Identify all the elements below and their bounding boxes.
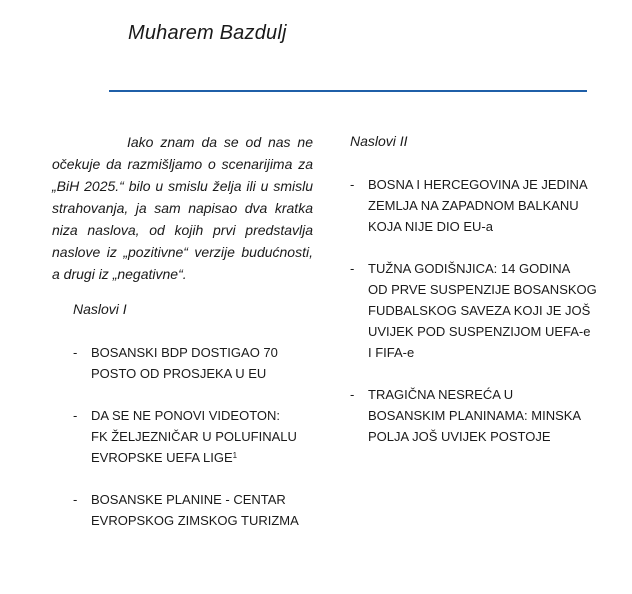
section-title-naslovi-1: Naslovi I — [73, 301, 127, 317]
headline-line: UVIJEK POD SUSPENZIJOM UEFA-e — [368, 324, 591, 339]
headline-line: BOSANSKIM PLANINAMA: MINSKA — [368, 408, 582, 423]
list-item — [350, 258, 600, 363]
list-dash: - — [350, 177, 355, 192]
list-dash: - — [73, 408, 78, 423]
headline-line: POLJA JOŠ UVIJEK POSTOJE — [368, 429, 551, 444]
headline-line: KOJA NIJE DIO EU-a — [368, 219, 493, 234]
headline-line: FK ŽELJEZNIČAR U POLUFINALU — [91, 429, 297, 444]
list-dash: - — [350, 387, 355, 402]
headline-line: BOSNA I HERCEGOVINA JE JEDINA — [368, 177, 588, 192]
list-dash: - — [73, 345, 78, 360]
list-dash: - — [350, 261, 355, 276]
headline-line: I FIFA-e — [368, 345, 415, 360]
list-item — [73, 405, 323, 468]
intro-paragraph: Iako znam da se od nas ne očekuje da razmišljamo o scenarijima za „BiH 2025.“ bilo u smislu želja ili u smislu strahovanja, ja sam napisao dva kratka niza naslova, od kojih prvi predstavlja naslove iz „pozitivne“ verzije budućnosti, a drugi iz „negativne“. — [52, 134, 313, 282]
header-rule — [109, 90, 587, 92]
headline-line: BOSANSKI BDP DOSTIGAO 70 — [91, 345, 278, 360]
headline-list-2 — [350, 174, 600, 468]
list-item — [350, 174, 600, 237]
list-dash: - — [73, 492, 78, 507]
section-title-naslovi-2: Naslovi II — [350, 133, 408, 149]
headline-line: FUDBALSKOG SAVEZA KOJI JE JOŠ — [368, 303, 591, 318]
author-name: Muharem Bazdulj — [128, 22, 287, 44]
headline-line: ZEMLJA NA ZAPADNOM BALKANU — [368, 198, 579, 213]
headline-line: TRAGIČNA NESREĆA U — [368, 387, 514, 402]
headline-line: BOSANSKE PLANINE - CENTAR — [91, 492, 286, 507]
headline-line: POSTO OD PROSJEKA U EU — [91, 366, 267, 381]
list-item — [73, 342, 323, 384]
headline-line: DA SE NE PONOVI VIDEOTON: — [91, 408, 281, 423]
headline-line: OD PRVE SUSPENZIJE BOSANSKOG — [368, 282, 597, 297]
list-item — [350, 384, 600, 447]
headline-list-1 — [73, 342, 323, 552]
headline-line: TUŽNA GODIŠNJICA: 14 GODINA — [368, 261, 571, 276]
headline-line: EVROPSKOG ZIMSKOG TURIZMA — [91, 513, 299, 528]
list-item — [73, 489, 323, 531]
footnote-marker: 1 — [232, 451, 238, 460]
headline-line: EVROPSKE UEFA LIGE — [91, 450, 233, 465]
